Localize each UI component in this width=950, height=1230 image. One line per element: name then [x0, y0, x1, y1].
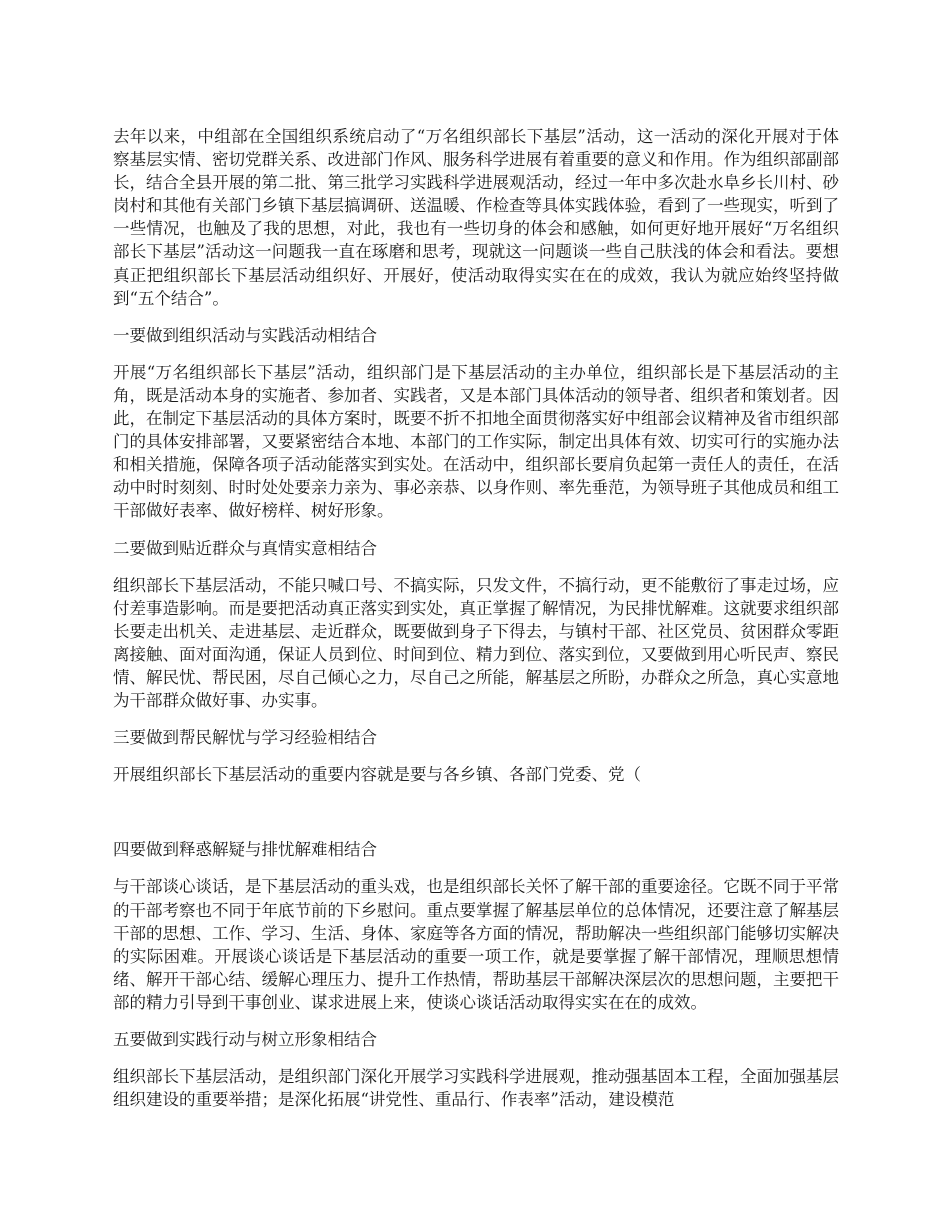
- section-body-1: 开展“万名组织部长下基层”活动，组织部门是下基层活动的主办单位，组织部长是下基层活动的主角，既是活动本身的实施者、参加者、实践者，又是本部门具体活动的领导者、组织者和策划者。因此，在制定下基层活动的具体方案时，既要不折不扣地全面贯彻落实好中组部会议精神及省市组织部门的具体安排部署，又要紧密结合本地、本部门的工作实际，制定出具体有效、切实可行的实施办法和相关措施，保障各项子活动能落实到实处。在活动中，组织部长要肩负起第一责任人的责任，在活动中时时刻刻、时时处处要亲力亲为、事必亲恭、以身作则、率先垂范，为领导班子其他成员和组工干部做好表率、做好榜样、树好形象。: [113, 362, 839, 521]
- blank-gap: [113, 800, 839, 838]
- document-body: [113, 125, 839, 1125]
- section-body-3: 开展组织部长下基层活动的重要内容就是要与各乡镇、各部门党委、党（: [113, 765, 641, 785]
- section-heading-2: 二要做到贴近群众与真情实意相结合: [113, 538, 377, 558]
- section-heading-1: 一要做到组织活动与实践活动相结合: [113, 325, 377, 345]
- section-body-4: 与干部谈心谈话，是下基层活动的重头戏，也是组织部长关怀了解干部的重要途径。它既不同于平常的干部考察也不同于年底节前的下乡慰问。重点要掌握了解基层单位的总体情况，还要注意了解基层干部的思想、工作、学习、生活、身体、家庭等各方面的情况，帮助解决一些组织部门能够切实解决的实际困难。开展谈心谈话是下基层活动的重要一项工作，就是要掌握了解干部情况，理顺思想情绪、解开干部心结、缓解心理压力、提升工作热情，帮助基层干部解决深层次的思想问题，主要把干部的精力引导到干事创业、谋求进展上来，使谈心谈话活动取得实实在在的成效。: [113, 877, 839, 1012]
- section-body-2: 组织部长下基层活动，不能只喊口号、不搞实际，只发文件，不搞行动，更不能敷衍了事走过场，应付差事造影响。而是要把活动真正落实到实处，真正掌握了解情况，为民排忧解难。这就要求组织部长要走出机关、走进基层、走近群众，既要做到身子下得去，与镇村干部、社区党员、贫困群众零距离接触、面对面沟通，保证人员到位、时间到位、精力到位、落实到位，又要做到用心听民声、察民情、解民忧、帮民困，尽自己倾心之力，尽自己之所能，解基层之所盼，办群众之所急，真心实意地为干部群众做好事、办实事。: [113, 575, 839, 711]
- section-body-5: 组织部长下基层活动，是组织部门深化开展学习实践科学进展观，推动强基固本工程，全面加强基层组织建设的重要举措；是深化拓展“讲党性、重品行、作表率”活动，建设模范: [113, 1067, 839, 1110]
- section-heading-5: 五要做到实践行动与树立形象相结合: [113, 1030, 377, 1049]
- intro-paragraph: 去年以来，中组部在全国组织系统启动了“万名组织部长下基层”活动，这一活动的深化开展对于体察基层实情、密切党群关系、改进部门作风、服务科学进展有着重要的意义和作用。作为组织部副部长，结合全县开展的第二批、第三批学习实践科学进展观活动，经过一年中多次赴水阜乡长川村、砂岗村和其他有关部门乡镇下基层搞调研、送温暖、作检查等具体实践体验，看到了一些现实，听到了一些情况，也触及了我的思想，对此，我也有一些切身的体会和感触，如何更好地开展好“万名组织部长下基层”活动这一问题我一直在琢磨和思考，现就这一问题谈一些自己肤浅的体会和看法。要想真正把组织部长下基层活动组织好、开展好，使活动取得实实在在的成效，我认为就应始终坚持做到“五个结合”。: [113, 127, 839, 308]
- section-heading-3: 三要做到帮民解忧与学习经验相结合: [113, 728, 377, 748]
- section-heading-4: 四要做到释惑解疑与排忧解难相结合: [113, 840, 377, 860]
